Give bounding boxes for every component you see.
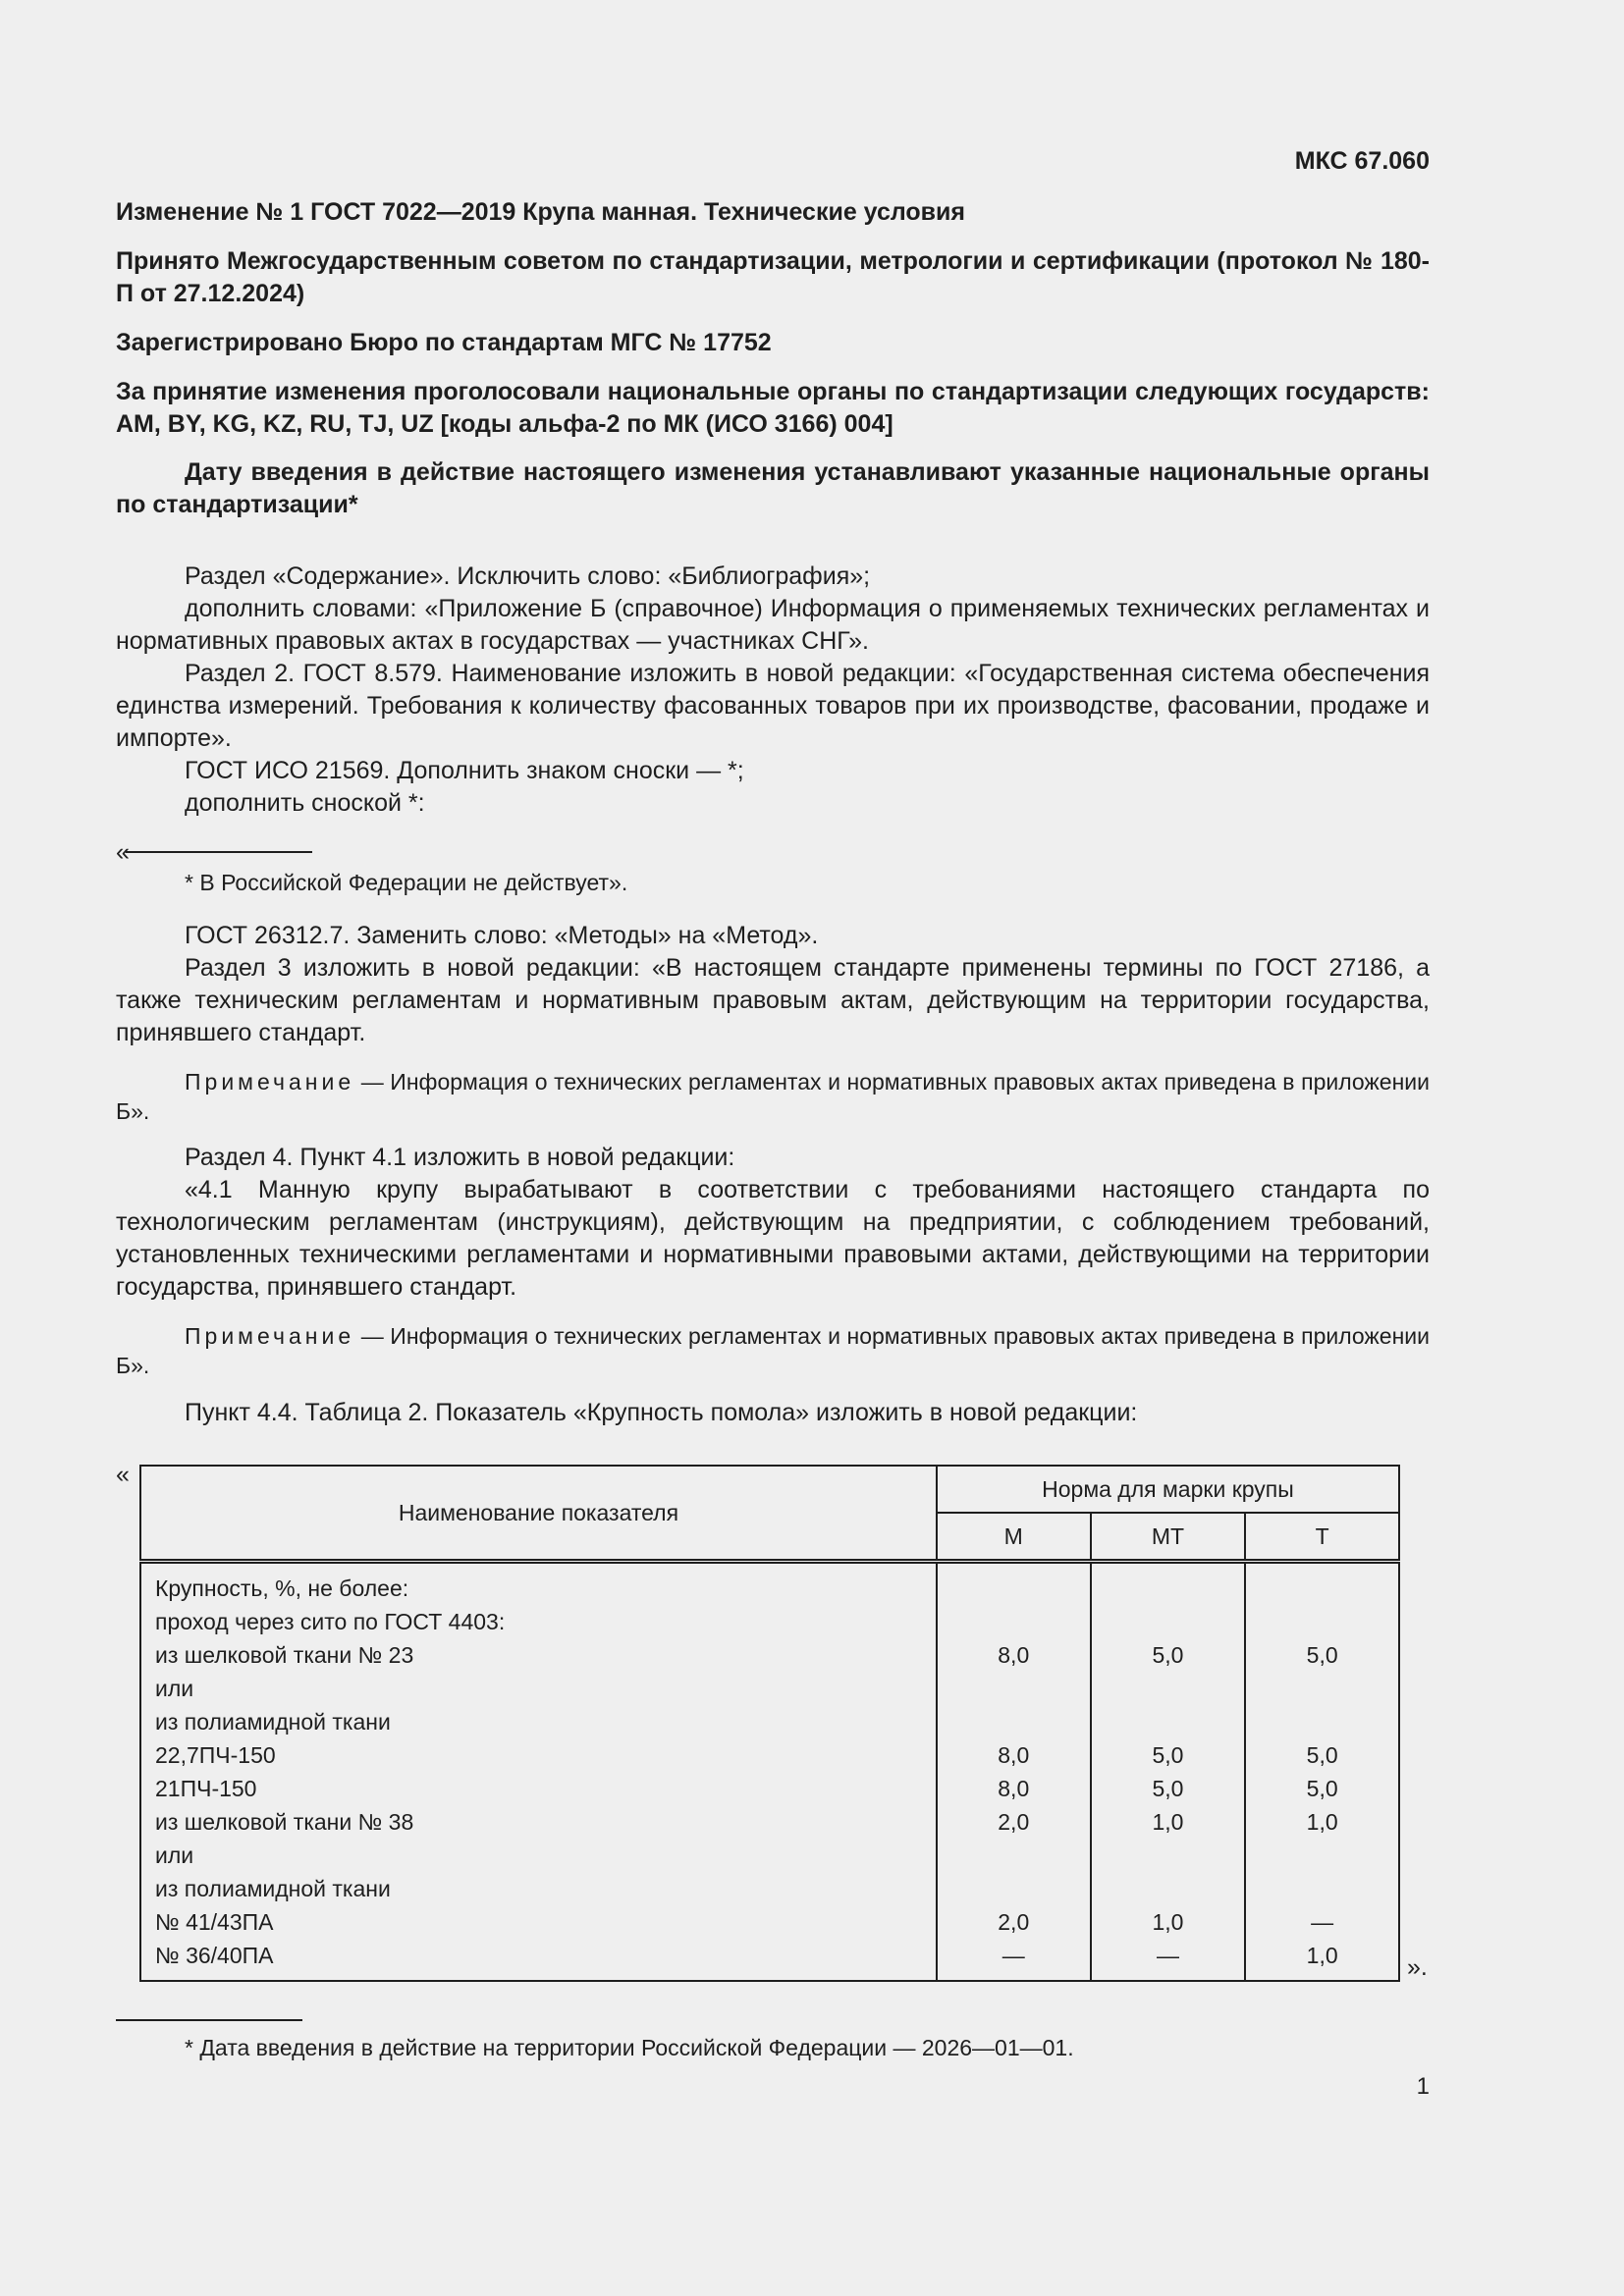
value: — bbox=[1311, 1909, 1334, 1935]
row-label: Крупность, %, не более: bbox=[155, 1575, 409, 1601]
column-header-group: Норма для марки крупы bbox=[937, 1466, 1399, 1513]
grade-t-cell bbox=[1245, 1562, 1399, 1982]
value: 2,0 bbox=[998, 1809, 1030, 1835]
table-open-quote: « bbox=[116, 1461, 130, 1488]
note-text: — Информация о технических регламентах и нормативных правовых актах приведена в приложении Б». bbox=[116, 1323, 1430, 1378]
value: 5,0 bbox=[1306, 1776, 1338, 1801]
value: 1,0 bbox=[1152, 1809, 1184, 1835]
value bbox=[938, 1605, 1090, 1638]
voted-statement: За принятие изменения проголосовали национальные органы по стандартизации следующих государств: AM, BY, KG, KZ, RU, TJ, UZ [коды альфа-2 по МК (ИСО 3166) 004] bbox=[116, 378, 1430, 438]
paragraph: Раздел «Содержание». Исключить слово: «Библиография»; bbox=[185, 562, 871, 590]
value: 5,0 bbox=[1306, 1742, 1338, 1768]
note-text: — Информация о технических регламентах и нормативных правовых актах приведена в приложении Б». bbox=[116, 1069, 1430, 1124]
value bbox=[1092, 1705, 1245, 1738]
note-1 bbox=[116, 1067, 1430, 1126]
note-label: Примечание bbox=[185, 1323, 355, 1349]
value bbox=[938, 1672, 1090, 1705]
value bbox=[1246, 1839, 1398, 1872]
value: 8,0 bbox=[998, 1642, 1030, 1668]
inner-footnote-rule bbox=[126, 851, 312, 853]
grade-m-cell bbox=[937, 1562, 1091, 1982]
page-number: 1 bbox=[1416, 2073, 1430, 2100]
value bbox=[1092, 1872, 1245, 1905]
paragraph: Раздел 4. Пункт 4.1 изложить в новой редакции: bbox=[185, 1144, 735, 1171]
value: — bbox=[1001, 1943, 1025, 1968]
page-footnote: * Дата введения в действие на территории Российской Федерации — 2026—01—01. bbox=[185, 2035, 1074, 2060]
column-header-name: Наименование показателя bbox=[140, 1466, 937, 1562]
table-close-quote: ». bbox=[1407, 1953, 1428, 1981]
amendment-title: Изменение № 1 ГОСТ 7022—2019 Крупа манная. Технические условия bbox=[116, 198, 966, 226]
paragraph: «4.1 Манную крупу вырабатывают в соответствии с требованиями настоящего стандарта по технологическим регламентам (инструкциям), действующим на предприятии, с соблюдением требований, установленных техническими регламентами и нормативными правовыми актами, действующими на территории государства, принявшего стандарт. bbox=[116, 1176, 1430, 1301]
row-label: № 36/40ПА bbox=[155, 1943, 274, 1968]
value bbox=[1246, 1705, 1398, 1738]
grade-mt-cell bbox=[1091, 1562, 1246, 1982]
row-label: из полиамидной ткани bbox=[155, 1876, 391, 1901]
value: — bbox=[1156, 1943, 1179, 1968]
date-intro-statement: Дату введения в действие настоящего изменения устанавливают указанные национальные органы по стандартизации* bbox=[116, 458, 1430, 518]
value bbox=[1246, 1572, 1398, 1605]
value bbox=[1246, 1872, 1398, 1905]
paragraph: Пункт 4.4. Таблица 2. Показатель «Крупность помола» изложить в новой редакции: bbox=[185, 1399, 1138, 1426]
paragraph: дополнить сноской *: bbox=[185, 789, 425, 817]
row-label: или bbox=[155, 1842, 194, 1868]
note-2 bbox=[116, 1321, 1430, 1380]
label-cell bbox=[140, 1562, 937, 1982]
adopted-statement: Принято Межгосударственным советом по стандартизации, метрологии и сертификации (протокол № 180-П от 27.12.2024) bbox=[116, 247, 1430, 307]
value: 1,0 bbox=[1152, 1909, 1184, 1935]
value bbox=[938, 1572, 1090, 1605]
value bbox=[938, 1872, 1090, 1905]
note-label: Примечание bbox=[185, 1069, 355, 1095]
row-label: из шелковой ткани № 38 bbox=[155, 1809, 414, 1835]
paragraph: дополнить словами: «Приложение Б (справочное) Информация о применяемых технических регламентах и нормативных правовых актах в государствах — участниках СНГ». bbox=[116, 595, 1430, 655]
value: 1,0 bbox=[1306, 1943, 1338, 1968]
value bbox=[938, 1839, 1090, 1872]
row-label: из полиамидной ткани bbox=[155, 1709, 391, 1735]
footnote-rule bbox=[116, 2019, 302, 2021]
column-header-grade: М bbox=[937, 1513, 1091, 1562]
value: 5,0 bbox=[1152, 1642, 1184, 1668]
value bbox=[1246, 1605, 1398, 1638]
paragraph: ГОСТ ИСО 21569. Дополнить знаком сноски — *; bbox=[185, 757, 744, 784]
row-label: или bbox=[155, 1676, 194, 1701]
column-header-grade: Т bbox=[1245, 1513, 1399, 1562]
value: 2,0 bbox=[998, 1909, 1030, 1935]
value bbox=[1092, 1839, 1245, 1872]
value: 8,0 bbox=[998, 1776, 1030, 1801]
value: 5,0 bbox=[1306, 1642, 1338, 1668]
body-block-3 bbox=[116, 1142, 1430, 1304]
body-block-1 bbox=[116, 561, 1430, 820]
paragraph: Раздел 3 изложить в новой редакции: «В настоящем стандарте применены термины по ГОСТ 27186, а также техническим регламентам и нормативным правовым актам, действующим на территории государства, принявшего стандарт. bbox=[116, 954, 1430, 1046]
paragraph: Раздел 2. ГОСТ 8.579. Наименование изложить в новой редакции: «Государственная система обеспечения единства измерений. Требования к количеству фасованных товаров при их производстве, фасовании, продаже и импорте». bbox=[116, 660, 1430, 752]
value bbox=[1092, 1672, 1245, 1705]
paragraph: ГОСТ 26312.7. Заменить слово: «Методы» на «Метод». bbox=[185, 922, 819, 949]
inner-footnote: * В Российской Федерации не действует». bbox=[185, 870, 628, 895]
value bbox=[938, 1705, 1090, 1738]
value: 5,0 bbox=[1152, 1776, 1184, 1801]
row-label: 21ПЧ-150 bbox=[155, 1776, 257, 1801]
value bbox=[1092, 1605, 1245, 1638]
value: 5,0 bbox=[1152, 1742, 1184, 1768]
row-label: 22,7ПЧ-150 bbox=[155, 1742, 276, 1768]
open-quote-mark: « bbox=[116, 838, 130, 866]
grain-size-table bbox=[139, 1465, 1400, 1982]
row-label: № 41/43ПА bbox=[155, 1909, 274, 1935]
registered-statement: Зарегистрировано Бюро по стандартам МГС № 17752 bbox=[116, 329, 772, 356]
table-row bbox=[140, 1562, 1399, 1982]
row-label: проход через сито по ГОСТ 4403: bbox=[155, 1609, 506, 1634]
value bbox=[1246, 1672, 1398, 1705]
value: 8,0 bbox=[998, 1742, 1030, 1768]
body-block-2 bbox=[116, 920, 1430, 1049]
value: 1,0 bbox=[1306, 1809, 1338, 1835]
row-label: из шелковой ткани № 23 bbox=[155, 1642, 414, 1668]
mks-code: МКС 67.060 bbox=[1294, 147, 1430, 175]
value bbox=[1092, 1572, 1245, 1605]
column-header-grade: МТ bbox=[1091, 1513, 1246, 1562]
